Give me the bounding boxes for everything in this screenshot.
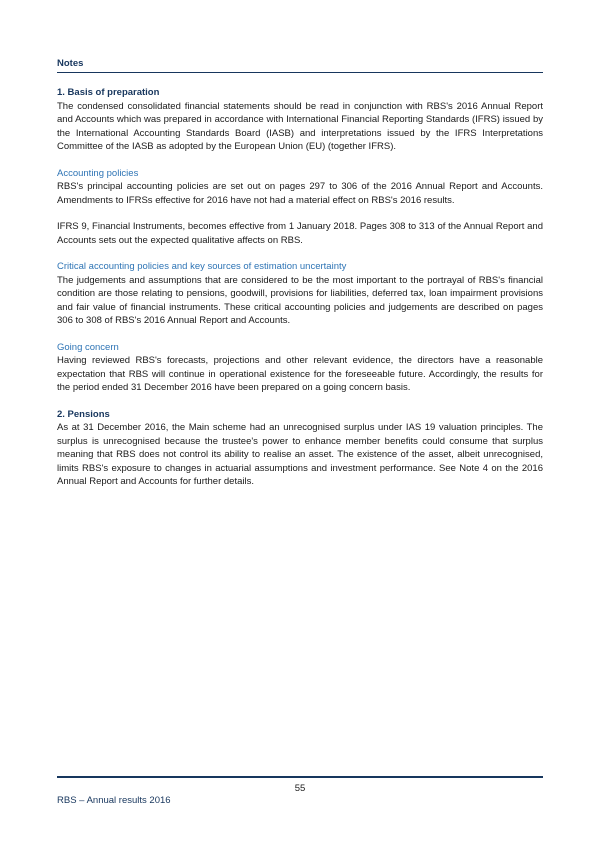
section-heading-accounting-policies: Accounting policies [57, 167, 139, 179]
section-going-concern [57, 341, 543, 395]
section-heading-critical-accounting-policies: Critical accounting policies and key sources of estimation uncertainty [57, 261, 347, 272]
section-accounting-policies [57, 167, 543, 248]
page-footer [57, 776, 543, 806]
page-title: Notes [57, 58, 84, 69]
section-heading-basis-of-preparation: 1. Basis of preparation [57, 87, 160, 98]
section-heading-pensions: 2. Pensions [57, 408, 110, 420]
page-content [57, 57, 543, 502]
paragraph: RBS's principal accounting policies are set out on pages 297 to 306 of the 2016 Annual Report and Accounts. Amendments to IFRSs effective for 2016 have not had a material effect on RBS's 2016 results. [57, 181, 543, 206]
footer-document-title: RBS – Annual results 2016 [57, 795, 171, 806]
paragraph: The judgements and assumptions that are considered to be the most important to the portrayal of RBS's financial condition are those relating to pensions, goodwill, provisions for liabilities, deferred tax, loan impairment provisions and fair value of financial instruments. These critical accounting policies and judgements are described on pages 306 to 308 of RBS's 2016 Annual Report and Accounts. [57, 274, 543, 326]
footer-rule [57, 776, 543, 778]
page-number: 55 [294, 783, 306, 794]
paragraph: The condensed consolidated financial statements should be read in conjunction with RBS's 2016 Annual Report and Accounts which was prepared in accordance with International Financial Reporting Standards (IFRS) issued by the International Accounting Standards Board (IASB) and interpretations issued by the IFRS Interpretations Committee of the IASB as adopted by the European Union (EU) (together IFRS). [57, 100, 543, 152]
section-critical-accounting-policies [57, 260, 543, 328]
section-heading-going-concern: Going concern [57, 341, 119, 353]
section-pensions [57, 408, 543, 489]
paragraph: As at 31 December 2016, the Main scheme had an unrecognised surplus under IAS 19 valuation principles. The surplus is unrecognised because the trustee's power to enhance member benefits could consume that surplus meaning that RBS does not control its ability to realise an asset. The existence of the asset, albeit unrecognised, limits RBS's exposure to changes in actuarial assumptions and investment performance. See Note 4 on the 2016 Annual Report and Accounts for further details. [57, 422, 543, 487]
section-basis-of-preparation [57, 86, 543, 154]
paragraph: Having reviewed RBS's forecasts, projections and other relevant evidence, the directors have a reasonable expectation that RBS will continue in operational existence for the foreseeable future. Accordingly, the results for the period ended 31 December 2016 have been prepared on a going concern basis. [57, 355, 543, 393]
title-rule [57, 72, 543, 74]
paragraph: IFRS 9, Financial Instruments, becomes effective from 1 January 2018. Pages 308 to 313 of the Annual Report and Accounts sets out the expected qualitative affects on RBS. [57, 221, 543, 246]
